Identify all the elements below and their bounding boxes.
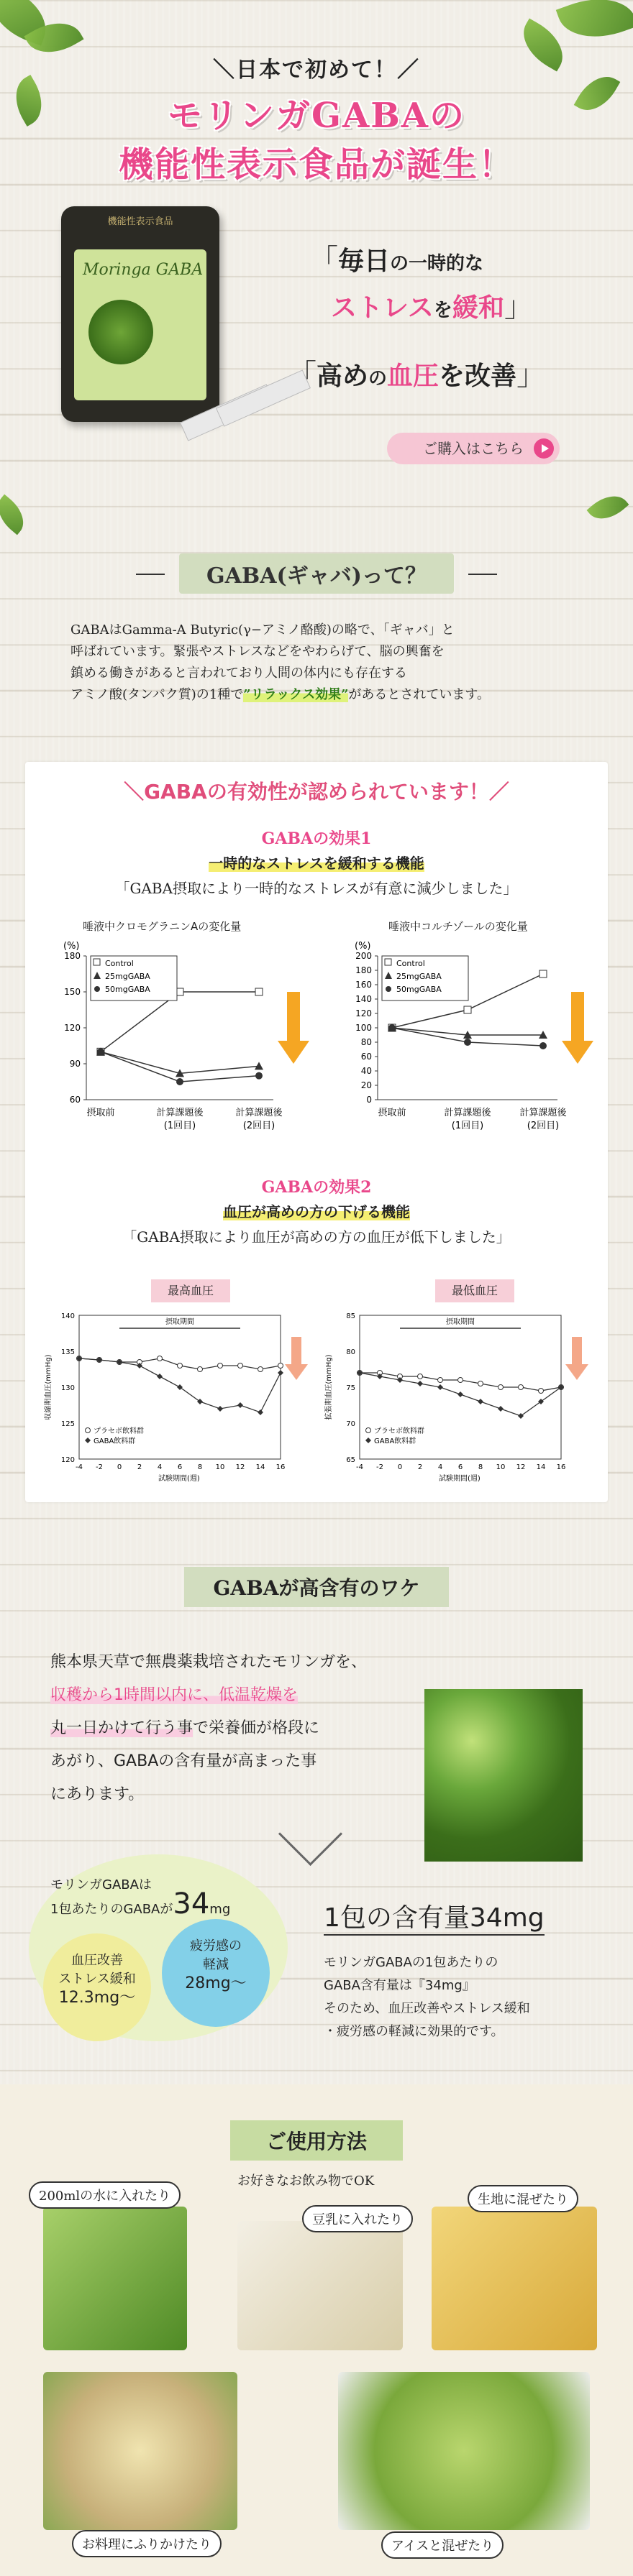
green-juice-photo — [43, 2207, 187, 2350]
pasta-photo — [43, 2372, 237, 2530]
y-tick-label: 80 — [346, 1348, 355, 1356]
data-point — [519, 1385, 524, 1390]
x-tick-label: 14 — [536, 1463, 546, 1471]
x-tick-label: 16 — [275, 1463, 286, 1471]
legend-label: プラセボ飲料群 — [374, 1427, 424, 1435]
effect-panel — [25, 762, 608, 1502]
x-tick-label: 16 — [556, 1463, 566, 1471]
period-label: 摂取期間 — [446, 1318, 475, 1326]
x-tick-label: 12 — [235, 1463, 245, 1471]
y-tick-label: 90 — [69, 1059, 81, 1069]
y-tick-label: 140 — [60, 1312, 75, 1320]
legend-label: 25mgGABA — [396, 972, 442, 981]
legend-label: GABA飲料群 — [94, 1438, 136, 1445]
x-axis-label: 試験期間(週) — [158, 1475, 200, 1483]
reason-text: 熊本県天草で無農薬栽培されたモリンガを、 収穫から1時間以内に、低温乾燥を 丸一日かけて行う事で栄養価が格段に あがり、GABAの含有量が高まった事 にあります。 — [50, 1653, 368, 1803]
amount-title: 1包の含有量34mg — [324, 1898, 545, 1936]
down-arrow-icon — [562, 1041, 593, 1064]
stress-circle-text: 血圧改善 ストレス緩和 12.3mg〜 — [58, 1953, 136, 2007]
x-tick-label: 0 — [117, 1463, 122, 1471]
data-point — [158, 1356, 163, 1361]
effect1-title: GABAの効果1 — [261, 829, 372, 848]
down-arrow-icon — [572, 1337, 582, 1366]
x-tick-label: 12 — [516, 1463, 526, 1471]
data-point — [498, 1385, 504, 1390]
data-point — [478, 1381, 483, 1386]
y-tick-label: 80 — [360, 1037, 372, 1047]
x-tick-label: 6 — [457, 1463, 463, 1471]
data-point — [97, 1048, 104, 1055]
down-arrow-icon — [285, 1364, 308, 1380]
data-point — [255, 1072, 263, 1080]
data-point — [464, 1006, 471, 1013]
y-tick-label: 180 — [64, 951, 81, 961]
y-tick-label: 60 — [360, 1052, 372, 1062]
leaf-decoration — [556, 0, 633, 50]
data-point — [464, 1039, 471, 1046]
x-tick-label: 摂取前 — [86, 1108, 115, 1118]
y-tick-label: 65 — [346, 1456, 355, 1464]
legend-marker — [386, 986, 391, 992]
legend-label: Control — [396, 959, 425, 968]
x-tick-label: (2回目) — [527, 1121, 560, 1131]
x-tick-label: 2 — [417, 1463, 423, 1471]
bracket-open-icon: 「 — [288, 359, 316, 392]
chart2-title: 唾液中コルチゾールの変化量 — [388, 920, 528, 933]
soy-milk-label: 豆乳に入れたり — [302, 2205, 413, 2232]
bracket-close-icon: 」 — [504, 290, 533, 323]
bracket-open-icon: 「 — [309, 244, 338, 277]
data-point — [457, 1392, 463, 1397]
legend-marker — [86, 1428, 91, 1433]
bread-photo — [432, 2207, 597, 2350]
circle-heading: モリンガGABAは 1包あたりのGABAが34mg — [50, 1877, 231, 1920]
legend-marker — [94, 959, 100, 965]
legend-label: GABA飲料群 — [374, 1438, 416, 1445]
soy-milk-photo — [237, 2221, 403, 2350]
x-tick-label: 摂取前 — [378, 1108, 406, 1118]
systolic-tag: 最高血圧 — [151, 1279, 230, 1302]
moringa-leaf-icon — [88, 300, 153, 364]
x-tick-label: 2 — [137, 1463, 142, 1471]
data-point — [539, 970, 547, 978]
x-tick-label: 計算課題後 — [156, 1108, 204, 1118]
legend-label: 25mgGABA — [105, 972, 150, 981]
legend-label: プラセボ飲料群 — [94, 1427, 144, 1435]
first-in-japan-text: ＼日本で初めて！／ — [213, 58, 420, 83]
y-axis-label: (%) — [63, 941, 80, 952]
y-axis-label: 拡張期血圧(mmHg) — [325, 1354, 333, 1420]
data-point — [458, 1378, 463, 1383]
water-label: 200mlの水に入れたり — [29, 2181, 181, 2209]
legend-label: Control — [105, 959, 134, 968]
period-label: 摂取期間 — [165, 1318, 194, 1326]
y-tick-label: 140 — [355, 994, 372, 1004]
y-tick-label: 0 — [366, 1095, 372, 1105]
package-brand: Moringa GABA — [83, 261, 204, 279]
y-tick-label: 125 — [60, 1420, 75, 1428]
y-tick-label: 180 — [355, 965, 372, 975]
x-tick-label: 計算課題後 — [444, 1108, 491, 1118]
package-label: 機能性表示食品 — [107, 216, 173, 227]
effect2-title: GABAの効果2 — [261, 1178, 372, 1197]
y-tick-label: 200 — [355, 951, 372, 961]
x-tick-label: 6 — [177, 1463, 183, 1471]
y-tick-label: 120 — [60, 1456, 75, 1464]
data-point — [218, 1363, 223, 1368]
y-tick-label: 40 — [360, 1066, 372, 1076]
data-point — [255, 988, 263, 995]
x-tick-label: 8 — [197, 1463, 203, 1471]
down-arrow-icon — [278, 1041, 309, 1064]
effect2-quote: 「GABA摂取により血圧が高めの方の血圧が低下しました」 — [122, 1228, 511, 1246]
legend-marker — [365, 1438, 371, 1443]
gaba-description: GABAはGamma-A Butyric(γ−アミノ酪酸)の略で、「ギャバ」と 呼ばれています。緊張やストレスなどをやわらげて、脳の興奮を 鎮める働きがあると言われており人間の体内にも存在する アミノ酸(タンパク質)の1種で”リラックス効果”があるとされています。 — [70, 622, 490, 702]
legend-marker — [385, 959, 391, 965]
data-point — [388, 1024, 396, 1031]
diastolic-chart — [316, 1308, 608, 1495]
diastolic-tag: 最低血圧 — [435, 1279, 514, 1302]
data-point — [278, 1363, 283, 1368]
data-point — [539, 1042, 547, 1049]
legend-label: 50mgGABA — [396, 985, 442, 994]
x-tick-label: 10 — [496, 1463, 506, 1471]
cortisol-chart — [320, 934, 608, 1150]
data-point — [177, 1384, 183, 1390]
data-point — [157, 1374, 163, 1379]
data-point — [178, 1363, 183, 1368]
legend-marker — [85, 1438, 91, 1443]
y-tick-label: 20 — [360, 1080, 372, 1090]
y-tick-label: 70 — [346, 1420, 355, 1428]
x-tick-label: (2回目) — [242, 1121, 275, 1131]
down-arrow-icon — [291, 1337, 301, 1366]
y-axis-label: (%) — [355, 941, 371, 952]
gaba-title: GABA(ギャバ)って？ — [179, 553, 454, 594]
legend-marker — [94, 986, 100, 992]
data-point — [518, 1413, 524, 1419]
x-tick-label: 計算課題後 — [235, 1108, 283, 1118]
data-point — [176, 1078, 183, 1085]
leaf-decoration — [0, 494, 32, 535]
legend-marker — [366, 1428, 371, 1433]
package-front — [74, 249, 206, 400]
fatigue-circle-text: 疲労感の 軽減 28mg〜 — [185, 1938, 247, 1992]
y-axis-label: 収縮期血圧(mmHg) — [45, 1354, 53, 1420]
down-arrow-icon — [565, 1364, 588, 1380]
cooking-label: お料理にふりかけたり — [72, 2530, 222, 2557]
x-tick-label: -4 — [356, 1463, 363, 1471]
systolic-chart — [25, 1308, 320, 1495]
x-tick-label: 0 — [397, 1463, 403, 1471]
ice-cream-photo — [338, 2372, 590, 2530]
y-tick-label: 60 — [69, 1095, 81, 1105]
y-tick-label: 160 — [355, 980, 372, 990]
y-tick-label: 130 — [60, 1384, 75, 1392]
product-package-image — [61, 206, 219, 422]
effect-heading: ＼GABAの有効性が認められています！／ — [124, 780, 509, 804]
buy-button[interactable]: ご購入はこちら — [387, 433, 560, 464]
x-tick-label: (1回目) — [163, 1121, 196, 1131]
leaf-decoration — [587, 487, 629, 528]
x-tick-label: (1回目) — [451, 1121, 484, 1131]
x-tick-label: -2 — [96, 1463, 103, 1471]
dough-label: 生地に混ぜたり — [468, 2185, 578, 2212]
x-tick-label: 10 — [215, 1463, 225, 1471]
data-point — [417, 1381, 423, 1386]
x-tick-label: -2 — [376, 1463, 383, 1471]
y-tick-label: 100 — [355, 1023, 372, 1033]
reason-title: GABAが高含有のワケ — [184, 1567, 448, 1607]
down-arrow-icon — [287, 992, 300, 1042]
y-tick-label: 85 — [346, 1312, 355, 1320]
x-tick-label: 8 — [478, 1463, 483, 1471]
x-tick-label: 4 — [437, 1463, 443, 1471]
effect1-subtitle: 一時的なストレスを緩和する機能 — [209, 855, 424, 872]
data-point — [198, 1367, 203, 1372]
data-point — [538, 1399, 544, 1404]
data-point — [438, 1378, 443, 1383]
usage-ribbon — [0, 2120, 633, 2161]
data-point — [255, 1062, 263, 1070]
data-point — [238, 1363, 243, 1368]
main-title-line2: 機能性表示食品が誕生！ — [118, 144, 514, 185]
any-drink-label: お好きなお飲み物でOK — [237, 2174, 375, 2189]
data-point — [498, 1406, 504, 1412]
reason-ribbon — [0, 1567, 633, 1607]
data-point — [237, 1402, 243, 1408]
data-point — [418, 1374, 423, 1379]
y-tick-label: 75 — [346, 1384, 355, 1392]
data-point — [437, 1384, 443, 1390]
chevron-down-icon — [278, 1802, 342, 1866]
data-point — [217, 1406, 223, 1412]
data-point — [258, 1367, 263, 1372]
series-line — [101, 1052, 259, 1082]
data-point — [478, 1399, 483, 1404]
ice-cream-label: アイスと混ぜたり — [381, 2531, 504, 2559]
claim-line3: 「高めの血圧を改善」 — [288, 359, 546, 392]
usage-title: ご使用方法 — [230, 2120, 403, 2161]
data-point — [278, 1370, 283, 1376]
data-point — [197, 1399, 203, 1404]
down-arrow-icon — [571, 992, 584, 1042]
y-tick-label: 150 — [64, 987, 81, 997]
x-axis-label: 試験期間(週) — [439, 1475, 481, 1483]
x-tick-label: -4 — [76, 1463, 83, 1471]
y-tick-label: 120 — [64, 1023, 81, 1033]
main-title-line1: モリンガGABAの — [167, 96, 466, 136]
effect1-quote: 「GABA摂取により一時的なストレスが有意に減少しました」 — [115, 880, 518, 897]
claim-line2: ストレスを緩和」 — [331, 290, 533, 323]
x-tick-label: 4 — [157, 1463, 163, 1471]
play-arrow-icon — [534, 438, 554, 459]
chart1-title: 唾液中クロモグラニンAの変化量 — [83, 920, 242, 933]
y-tick-label: 120 — [355, 1008, 372, 1018]
effect2-subtitle: 血圧が高めの方の下げる機能 — [223, 1203, 410, 1220]
chromogranin-chart — [25, 934, 320, 1150]
data-point — [258, 1409, 263, 1415]
amount-text: モリンガGABAの1包あたりの GABA含有量は『34mg』 そのため、血圧改善やストレス緩和 ・疲労感の軽減に効果的です。 — [324, 1955, 530, 2039]
data-point — [539, 1389, 544, 1394]
legend-label: 50mgGABA — [105, 985, 150, 994]
bracket-close-icon: 」 — [516, 359, 546, 392]
gaba-title-ribbon — [0, 553, 633, 594]
claim-line1: 「毎日の一時的な — [309, 244, 484, 277]
x-tick-label: 14 — [255, 1463, 265, 1471]
x-tick-label: 計算課題後 — [519, 1108, 567, 1118]
y-tick-label: 135 — [60, 1348, 75, 1356]
moringa-leaves-photo — [424, 1689, 583, 1862]
